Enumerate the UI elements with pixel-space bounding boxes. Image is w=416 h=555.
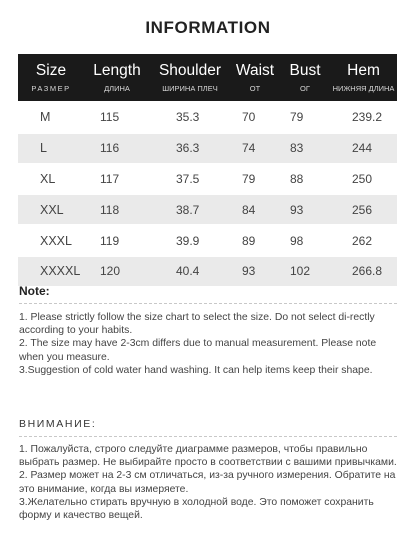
- cell-size: XXXL: [18, 225, 84, 256]
- cell-length: 118: [84, 194, 150, 225]
- table-row: [18, 256, 397, 286]
- table-row: [18, 102, 397, 133]
- note-item: 3.Suggestion of cold water hand washing. It can help items keep their shape.: [19, 364, 373, 376]
- cell-length: 115: [84, 102, 150, 133]
- cell-shoulder: 36.3: [150, 133, 230, 164]
- cell-shoulder: 39.9: [150, 225, 230, 256]
- cell-size: XXL: [18, 194, 84, 225]
- header-length: Length ДЛИНА: [93, 62, 141, 93]
- cell-hem: 250: [330, 164, 397, 195]
- cell-bust: 102: [280, 256, 330, 286]
- cell-shoulder: 35.3: [150, 102, 230, 133]
- cell-waist: 70: [230, 102, 280, 133]
- page-title: INFORMATION: [145, 18, 271, 37]
- cell-size: M: [18, 102, 84, 133]
- note-ru-item: 1. Пожалуйста, строго следуйте диаграмме размеров, чтобы правильно выбрать размер. Не выбирайте просто в соответствии с вашими привычками.: [19, 444, 397, 469]
- cell-waist: 84: [230, 194, 280, 225]
- cell-bust: 88: [280, 164, 330, 195]
- note-item: 2. The size may have 2-3cm differs due to manual measurement. Please note when you measure.: [19, 338, 377, 363]
- cell-size: XL: [18, 164, 84, 195]
- table-row: [18, 164, 397, 195]
- header-shoulder: Shoulder ШИРИНА ПЛЕЧ: [158, 62, 222, 93]
- cell-hem: 266.8: [330, 256, 397, 286]
- cell-bust: 83: [280, 133, 330, 164]
- note-text: [19, 311, 399, 377]
- cell-length: 116: [84, 133, 150, 164]
- header-waist: Waist ОТ: [235, 62, 275, 93]
- note-ru-item: 2. Размер может на 2-3 см отличаться, из-за ручного измерения. Обратите на это внимание, когда вы измеряете.: [19, 470, 396, 495]
- cell-shoulder: 40.4: [150, 256, 230, 286]
- cell-shoulder: 38.7: [150, 194, 230, 225]
- divider: [19, 436, 397, 437]
- table-row: [18, 133, 397, 164]
- cell-waist: 93: [230, 256, 280, 286]
- divider: [19, 303, 397, 304]
- header-hem: Hem НИЖНЯЯ ДЛИНА: [332, 62, 395, 93]
- header-bust: Bust ОГ: [289, 62, 321, 93]
- cell-bust: 79: [280, 102, 330, 133]
- note-ru-text: [19, 443, 399, 522]
- cell-length: 117: [84, 164, 150, 195]
- cell-size: L: [18, 133, 84, 164]
- note-ru-heading: ВНИМАНИЕ:: [19, 418, 97, 430]
- cell-hem: 244: [330, 133, 397, 164]
- header-size: Size РАЗМЕР: [31, 62, 71, 93]
- table-header-row: [18, 54, 397, 102]
- table-row: [18, 225, 397, 256]
- note-ru-item: 3.Желательно стирать вручную в холодной воде. Это поможет сохранить форму и качество вещей.: [19, 496, 374, 522]
- cell-hem: 256: [330, 194, 397, 225]
- cell-hem: 239.2: [330, 102, 397, 133]
- note-item: 1. Please strictly follow the size chart to select the size. Do not select di-rectly according to your habits.: [19, 312, 375, 337]
- table-row: [18, 194, 397, 225]
- cell-bust: 93: [280, 194, 330, 225]
- cell-waist: 89: [230, 225, 280, 256]
- cell-waist: 79: [230, 164, 280, 195]
- cell-length: 119: [84, 225, 150, 256]
- size-chart-table: [18, 54, 397, 286]
- cell-shoulder: 37.5: [150, 164, 230, 195]
- cell-length: 120: [84, 256, 150, 286]
- cell-waist: 74: [230, 133, 280, 164]
- cell-size: XXXXL: [18, 256, 84, 286]
- note-heading: Note:: [19, 284, 50, 298]
- cell-hem: 262: [330, 225, 397, 256]
- cell-bust: 98: [280, 225, 330, 256]
